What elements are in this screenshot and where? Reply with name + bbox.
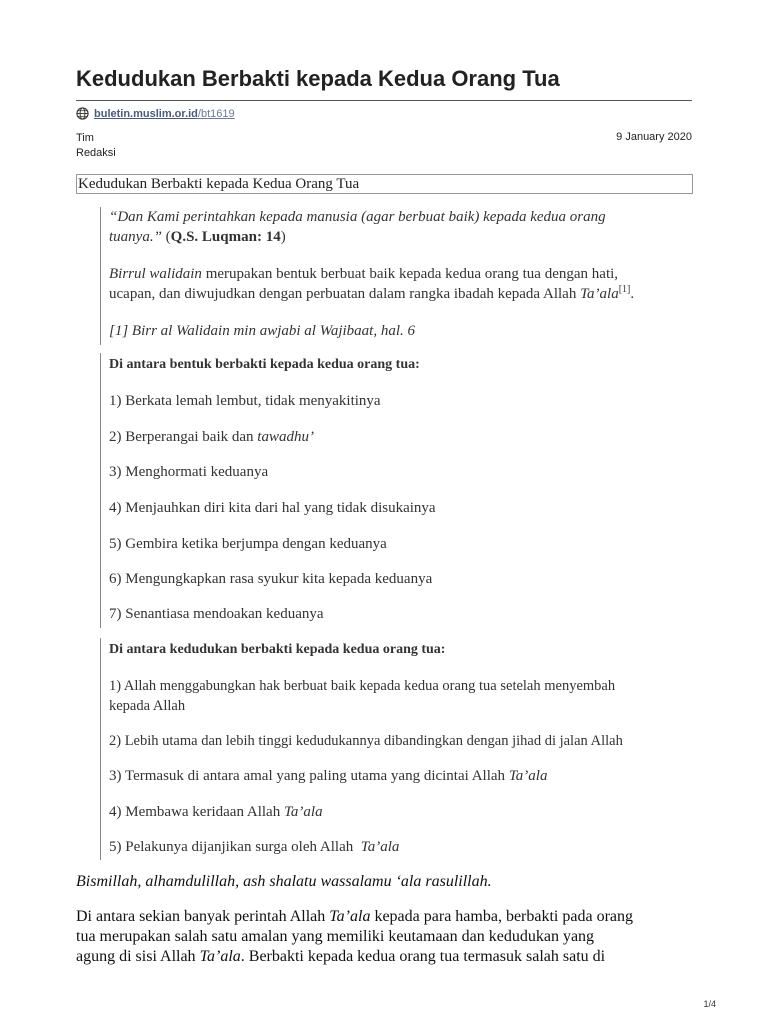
positions-item-4-italic: Ta’ala <box>283 804 323 820</box>
globe-icon <box>76 107 89 120</box>
source-domain: buletin.muslim.or.id <box>94 107 198 120</box>
positions-item-4-text: 4) Membawa keridaan Allah <box>109 804 284 820</box>
footnote-link[interactable]: [1] <box>618 284 631 295</box>
definition-term: Birrul walidain <box>109 266 202 282</box>
positions-item-1-line-2: kepada Allah <box>109 698 186 714</box>
forms-blockquote <box>100 353 669 628</box>
positions-item-5 <box>109 837 669 857</box>
author <box>76 131 156 161</box>
positions-item-1 <box>109 676 669 716</box>
footnote: [1] Birr al Walidain min awjabi al Wajibaat, hal. 6 <box>109 323 416 339</box>
intro-paragraph <box>76 907 692 967</box>
positions-item-5-italic: Ta’ala <box>360 839 400 855</box>
definition-line-1: merupakan bentuk berbuat baik kepada kedua orang tua dengan hati, <box>201 266 619 282</box>
title-divider <box>76 100 692 101</box>
intro-line-1a: Di antara sekian banyak perintah Allah <box>76 908 330 925</box>
definition-line-2: ucapan, dan diwujudkan dengan perbuatan dalam rangka ibadah kepada Allah <box>109 286 581 302</box>
quote-ref-open: ( <box>161 229 171 245</box>
author-line-1: Tim <box>76 132 94 144</box>
forms-item-3: 3) Menghormati keduanya <box>109 464 269 480</box>
bismillah: Bismillah, alhamdulillah, ash shalatu wassalamu ‘ala rasulillah. <box>76 873 492 890</box>
positions-item-3-text: 3) Termasuk di antara amal yang paling utama yang dicintai Allah <box>109 768 509 784</box>
positions-heading: Di antara kedudukan berbakti kepada kedua orang tua: <box>109 642 446 657</box>
definition-taala: Ta’ala <box>580 286 619 302</box>
forms-item-7: 7) Senantiasa mendoakan keduanya <box>109 606 324 622</box>
definition-period: . <box>630 286 635 302</box>
positions-item-2: 2) Lebih utama dan lebih tinggi kedudukannya dibandingkan dengan jihad di jalan Allah <box>109 733 623 749</box>
page-number: 1/4 <box>703 999 716 1009</box>
intro-line-1b: kepada para hamba, berbakti pada orang <box>370 908 633 925</box>
positions-item-3 <box>109 766 669 786</box>
positions-blockquote <box>100 638 669 860</box>
forms-item-2-italic: tawadhu’ <box>257 429 314 445</box>
quote-ref-close: ) <box>280 229 286 245</box>
forms-item-2 <box>109 427 669 447</box>
positions-item-4 <box>109 802 669 822</box>
forms-item-2-text: 2) Berperangai baik dan <box>109 429 258 445</box>
forms-heading: Di antara bentuk berbakti kepada kedua orang tua: <box>109 357 420 372</box>
source-path: /bt1619 <box>197 107 235 120</box>
definition-paragraph <box>109 264 669 304</box>
quote-line-1: “Dan Kami perintahkan kepada manusia (agar berbuat baik) kepada kedua orang <box>109 209 606 225</box>
forms-item-5: 5) Gembira ketika berjumpa dengan keduanya <box>109 536 387 552</box>
quote-reference: Q.S. Luqman: 14 <box>170 229 281 245</box>
intro-blockquote <box>100 207 669 345</box>
intro-line-1-italic: Ta’ala <box>329 908 371 925</box>
author-line-2: Redaksi <box>76 147 116 159</box>
source-link[interactable] <box>94 108 235 120</box>
quote-line-2: tuanya.” <box>109 229 162 245</box>
positions-item-1-line-1: 1) Allah menggabungkan hak berbuat baik kepada kedua orang tua setelah menyembah <box>109 678 616 694</box>
forms-item-1: 1) Berkata lemah lembut, tidak menyakitinya <box>109 393 381 409</box>
quran-quote <box>109 207 669 247</box>
intro-line-2: tua merupakan salah satu amalan yang memiliki keutamaan dan kedudukan yang <box>76 928 595 945</box>
intro-line-3b: . Berbakti kepada kedua orang tua termasuk salah satu di <box>240 948 606 965</box>
section-heading-box: Kedudukan Berbakti kepada Kedua Orang Tua <box>76 174 693 194</box>
forms-item-6: 6) Mengungkapkan rasa syukur kita kepada keduanya <box>109 571 433 587</box>
intro-line-3a: agung di sisi Allah <box>76 948 200 965</box>
page-title: Kedudukan Berbakti kepada Kedua Orang Tua <box>76 66 560 91</box>
forms-item-4: 4) Menjauhkan diri kita dari hal yang tidak disukainya <box>109 500 436 516</box>
positions-item-3-italic: Ta’ala <box>508 768 548 784</box>
source-line <box>76 107 235 120</box>
publish-date: 9 January 2020 <box>616 131 692 143</box>
positions-item-5-text: 5) Pelakunya dijanjikan surga oleh Allah <box>109 839 361 855</box>
intro-line-3-italic: Ta’ala <box>199 948 241 965</box>
